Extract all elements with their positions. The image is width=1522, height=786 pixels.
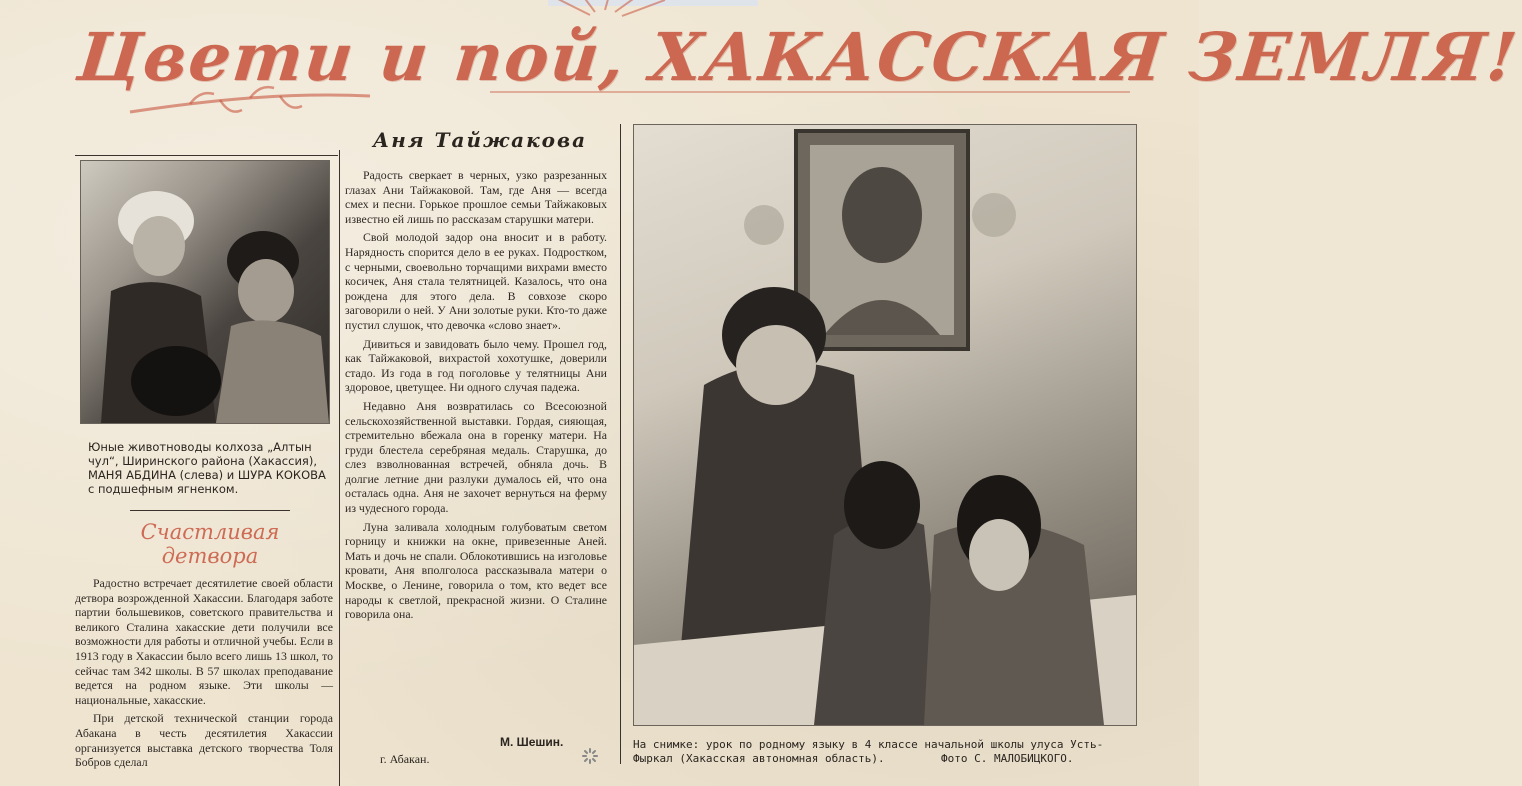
paragraph: Недавно Аня возвратилась со Всесоюзной сельскохозяйственной выставки. Гордая, сияющая, стремительно вбежала она в горенку матери. На груди блестела серебряная медаль. Старушка, до слез взволнованная встречей, обняла дочь. В долгие летние дни разлуки думалось ей, что она осталась одна. Аня не захочет вернуться на ферму из чудесного города.: [345, 398, 607, 516]
divider: [130, 510, 290, 511]
photo-young-herders: [80, 160, 330, 424]
photo-caption-left: Юные животноводы колхоза „Алтын чул“, Ширинского района (Хакассия), МАНЯ АБДИНА (слева) и ШУРА КОКОВА с подшефным ягненком.: [88, 440, 326, 496]
paragraph: Радость сверкает в черных, узко разрезанных глазах Ани Тайжаковой. Там, где Аня — всегда смех и песни. Горькое прошлое семьи Тайжаковых известно ей лишь по рассказам старушки матери.: [345, 168, 607, 226]
paragraph: Радостно встречает десятилетие своей области детвора возрожденной Хакассии. Благодаря заботе партии большевиков, советского правительства и великого Сталина хакасские дети получили все возможности для работы и отличной учебы. Если в 1913 году в Хакассии было всего лишь 13 школ, то сейчас там 342 школы. В 57 школах преподавание ведется на родном языке. Эти школы — национальные, хакасские.: [75, 576, 333, 707]
headline-text: Цвети и пой, ХАКАССКАЯ ЗЕМЛЯ!: [73, 18, 1522, 96]
paragraph: При детской технической станции города Абакана в честь десятилетия Хакассии организуется выставка детского творчества Толя Бобров сделал: [75, 711, 333, 770]
photo-classroom-lesson: [633, 124, 1137, 726]
article-anya-tayzhakova: [345, 168, 607, 736]
paragraph: Дивиться и завидовать было чему. Прошел год, как Тайжаковой, вихрастой хохотушке, доверили стадо. Из года в год поголовье у телятницы Ани здоровое, цветущее. Ни одного случая падежа.: [345, 336, 607, 395]
caption-text: На снимке: урок по родному языку в 4 классе начальной школы улуса Усть-Фыркал (Хакасская автономная область).: [633, 738, 1104, 765]
photo-caption-right: [633, 738, 1153, 766]
column-rule: [620, 124, 621, 764]
article-happy-children: [75, 576, 333, 786]
subheading-happy-children: Счастливая детвора: [140, 520, 280, 568]
author-signature: М. Шешин.: [500, 735, 564, 749]
loading-icon: [582, 748, 598, 764]
photo-credit: Фото С. МАЛОБИЦКОГО.: [941, 752, 1074, 765]
paragraph: Луна заливала холодным голубоватым светом горницу и книжки на окне, привезенные Аней. Мать и дочь не спали. Облокотившись на изголовье кровати, Аня вполголоса рассказывала матери о Москве, о Ленине, говорила о том, кто ведет все народы к светлой, прекрасной жизни. О Сталине говорила она.: [345, 519, 607, 622]
paragraph: Свой молодой задор она вносит и в работу. Нарядность спорится дело в ее руках. Подростком, с черными, своевольно торчащими вихрами вместо косичек, Аня стала телятницей. Казалось, что она рождена для этого дела. В совхозе скоро заговорили о ней. У Ани золотые руки. Кто-то даже пустил слушок, что девочка «слово знает».: [345, 230, 607, 332]
headline-banner: [70, 0, 1522, 135]
dateline-place: г. Абакан.: [380, 752, 430, 766]
article-title: Аня Тайжакова: [372, 128, 588, 152]
column-rule: [75, 155, 338, 156]
column-rule: [339, 150, 340, 786]
